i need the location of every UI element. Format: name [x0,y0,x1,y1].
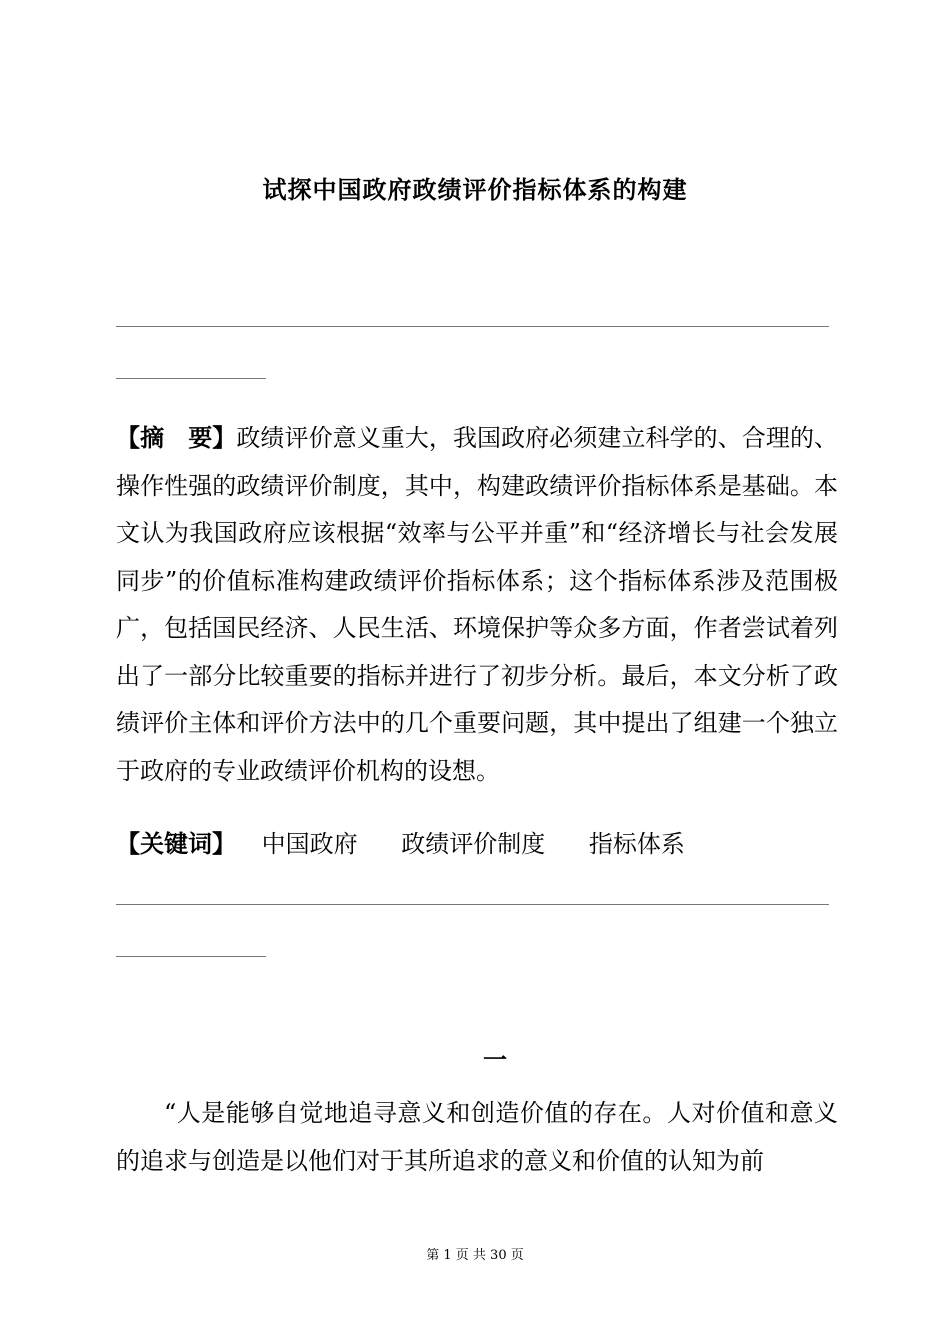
separator-line-bottom-short [116,956,266,957]
keywords-line [116,820,838,868]
separator-line-top [116,326,829,327]
keyword-item: 中国政府 [261,830,358,858]
abstract-text: 政绩评价意义重大，我国政府必须建立科学的、合理的、操作性强的政绩评价制度，其中，构建政绩评价指标体系是基础。本文认为我国政府应该根据“效率与公平并重”和“经济增长与社会发展同步”的价值标准构建政绩评价指标体系；这个指标体系涉及范围极广，包括国民经济、人民生活、环境保护等众多方面，作者尝试着列出了一部分比较重要的指标并进行了初步分析。最后，本文分析了政绩评价主体和评价方法中的几个重要问题，其中提出了组建一个独立于政府的专业政绩评价机构的设想。 [116,424,839,785]
abstract-label: 【摘 要】 [116,423,237,452]
section-heading: 一 [483,1045,507,1074]
separator-line-top-short [116,378,266,379]
keyword-item: 指标体系 [588,830,685,858]
document-title: 试探中国政府政绩评价指标体系的构建 [262,175,688,204]
abstract-paragraph [116,414,838,795]
separator-line-bottom [116,904,829,905]
keyword-item: 政绩评价制度 [401,830,546,858]
body-paragraph: “人是能够自觉地追寻意义和创造价值的存在。人对价值和意义的追求与创造是以他们对于其所追求的意义和价值的认知为前 [116,1099,838,1175]
page-footer: 第 1 页 共 30 页 [426,1248,524,1263]
keywords-label: 【关键词】 [116,829,236,858]
